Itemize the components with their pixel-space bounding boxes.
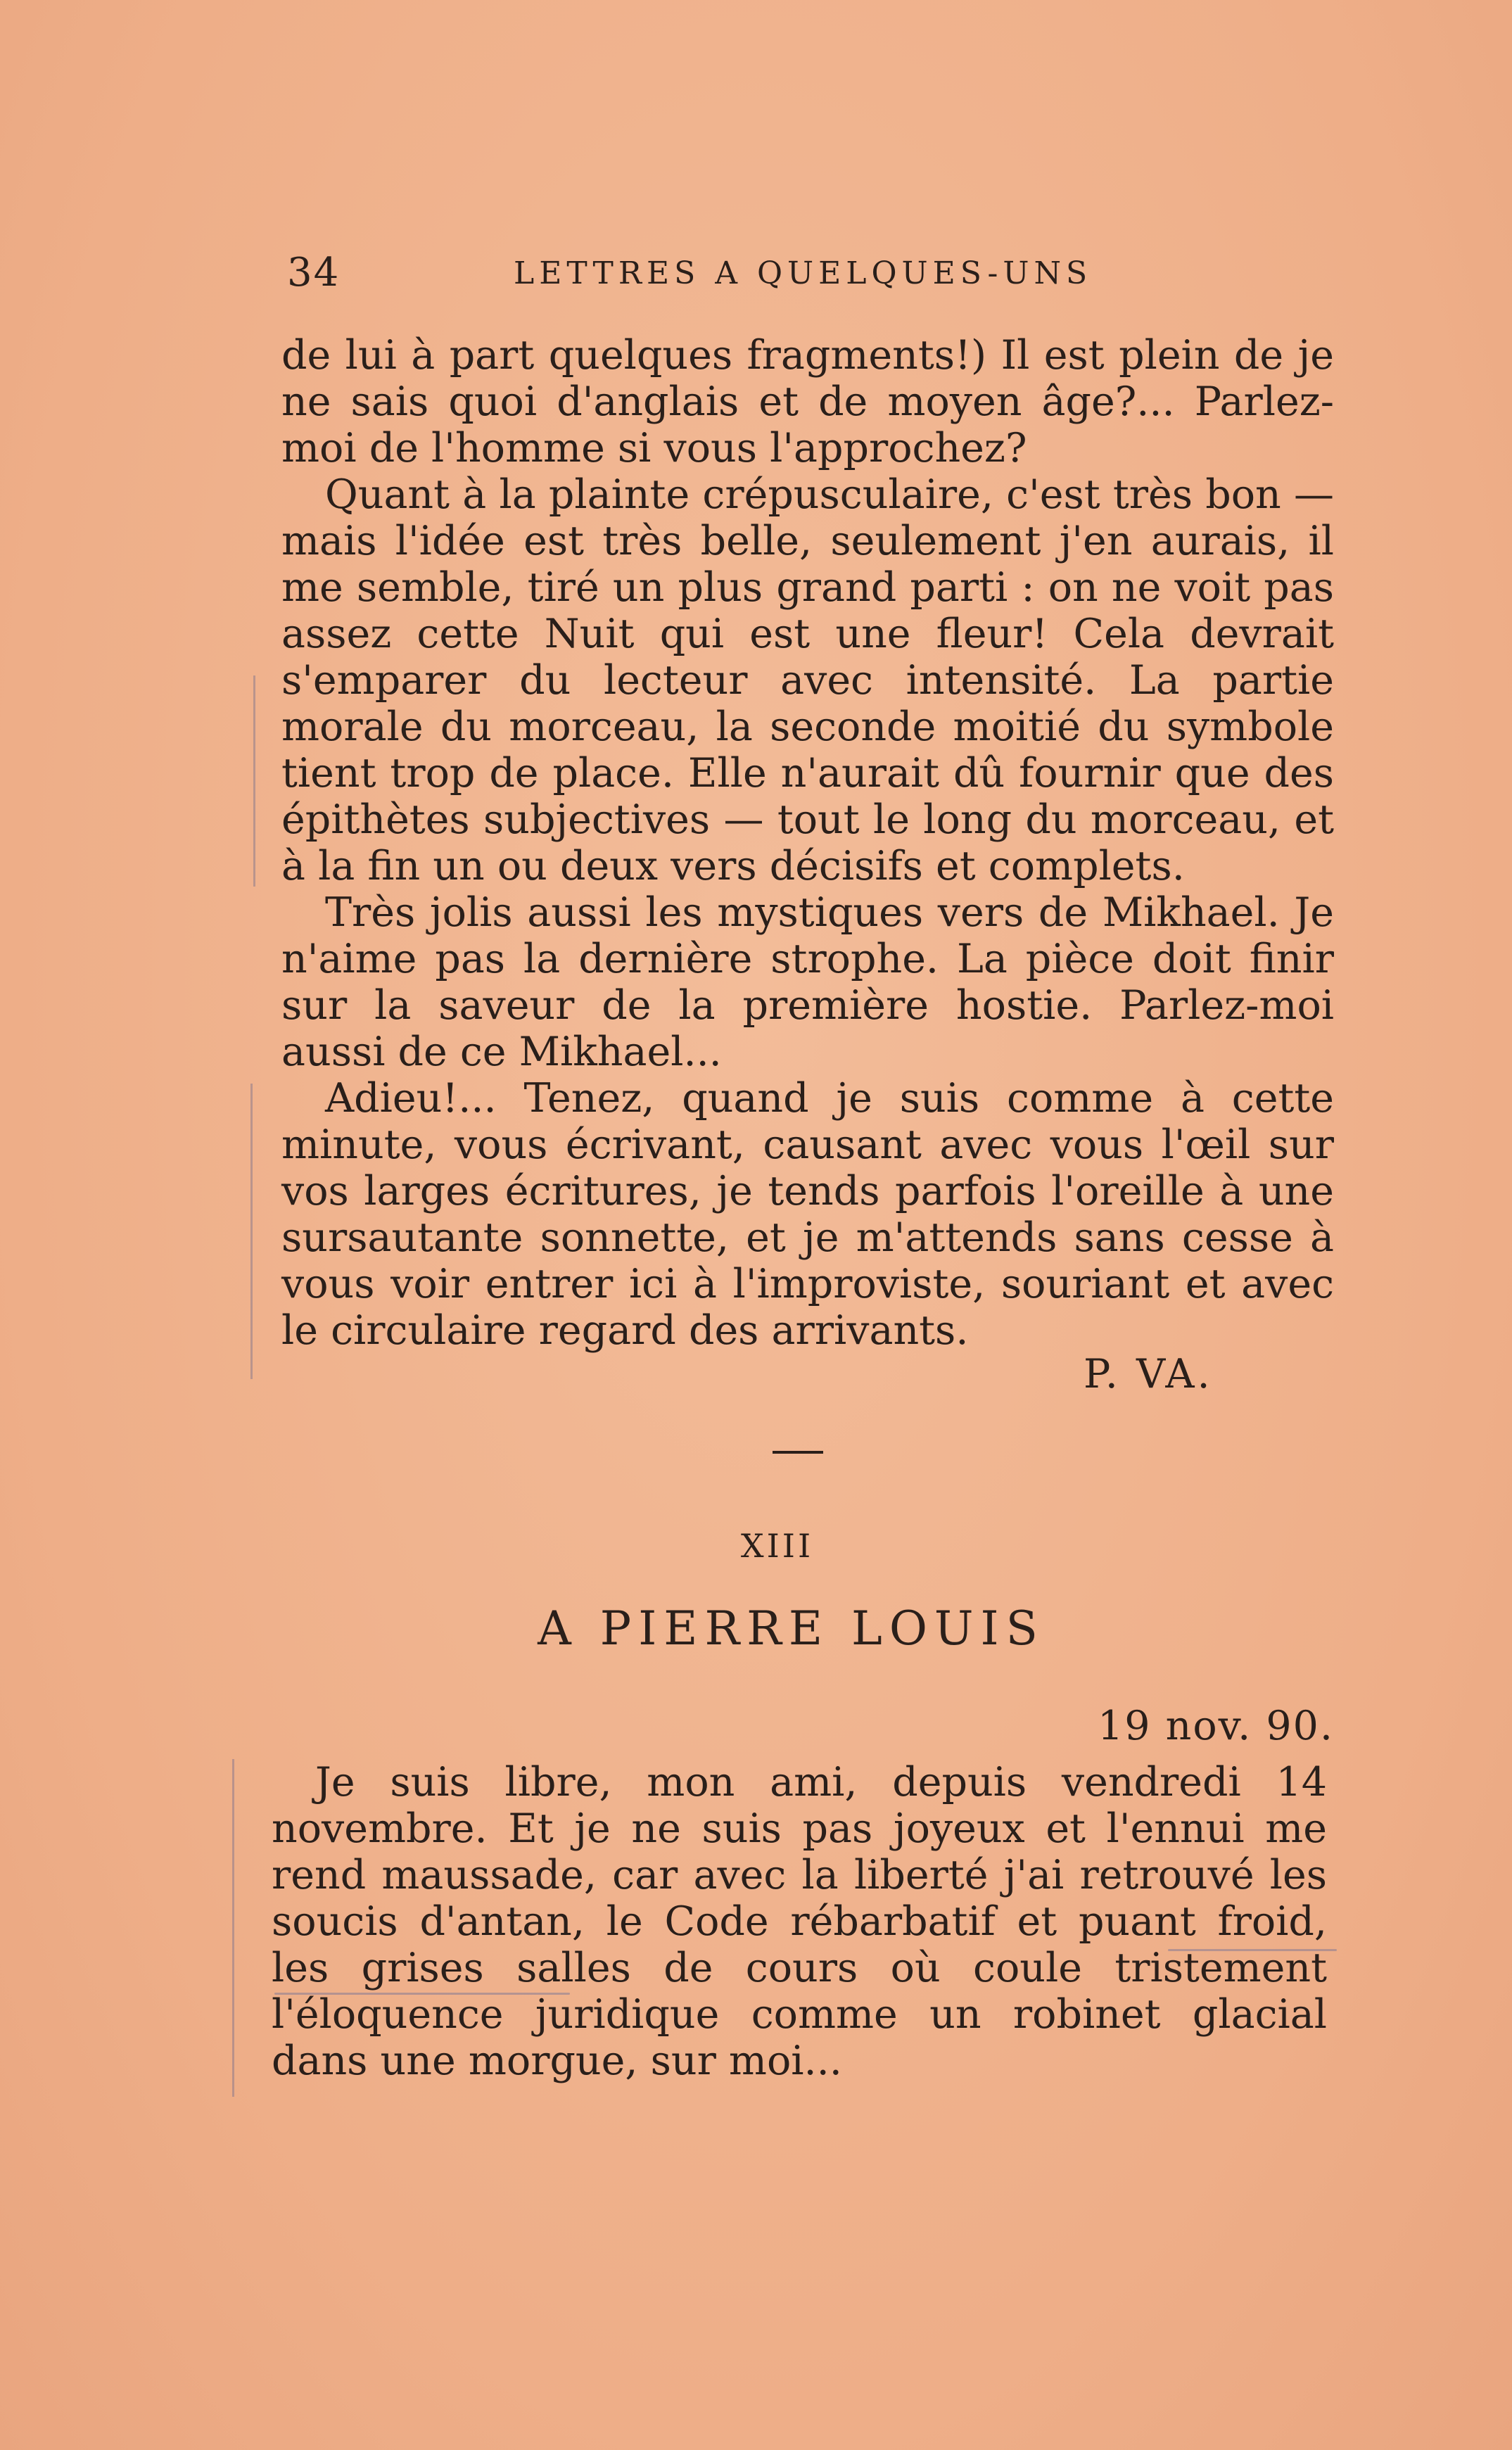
paragraph: Adieu!... Tenez, quand je suis comme à cette minute, vous écrivant, causant avec vous l'œil sur vos larges écritures, je tends parfois l'oreille à une sursautante sonnette, et je m'attends sans cesse à vous voir entrer ici à l'improviste, souriant et avec le circulaire regard des arrivants. bbox=[281, 1075, 1334, 1354]
section-separator bbox=[773, 1451, 823, 1454]
paragraph: Quant à la plainte crépusculaire, c'est très bon — mais l'idée est très belle, seulement j'en aurais, il me semble, tiré un plus grand parti : on ne voit pas assez cette Nuit qui est une fleur! Cela devrait s'emparer du lecteur avec intensité. La partie morale du morceau, la seconde moitié du symbole tient trop de place. Elle n'aurait dû fournir que des épithètes subjectives — tout le long du morceau, et à la fin un ou deux vers décisifs et complets. bbox=[281, 471, 1334, 889]
letter-body-new bbox=[272, 1759, 1327, 2084]
signature: P. VA. bbox=[1084, 1351, 1213, 1397]
pencil-margin-mark bbox=[253, 675, 255, 887]
pencil-margin-mark bbox=[232, 1759, 234, 2097]
pencil-margin-mark bbox=[250, 1084, 253, 1379]
letter-body bbox=[281, 332, 1334, 1354]
running-title: LETTRES A QUELQUES-UNS bbox=[514, 255, 1093, 291]
section-title: A PIERRE LOUIS bbox=[538, 1601, 1045, 1656]
paragraph: de lui à part quelques fragments!) Il est plein de je ne sais quoi d'anglais et de moyen âge?... Parlez-moi de l'homme si vous l'approchez? bbox=[281, 332, 1334, 471]
paragraph: Très jolis aussi les mystiques vers de Mikhael. Je n'aime pas la dernière strophe. La pièce doit finir sur la saveur de la première hostie. Parlez-moi aussi de ce Mikhael... bbox=[281, 889, 1334, 1075]
section-number: XIII bbox=[740, 1527, 814, 1565]
letter-date: 19 nov. 90. bbox=[1098, 1703, 1335, 1749]
page-number: 34 bbox=[287, 250, 341, 296]
pencil-underline bbox=[274, 1993, 570, 1995]
paragraph: Je suis libre, mon ami, depuis vendredi 14 novembre. Et je ne suis pas joyeux et l'ennui me rend maussade, car avec la liberté j'ai retrouvé les soucis d'antan, le Code rébarbatif et puant froid, les grises salles de cours où coule tristement l'éloquence juridique comme un robinet glacial dans une morgue, sur moi... bbox=[272, 1759, 1327, 2084]
page-header bbox=[287, 250, 1131, 306]
pencil-underline bbox=[1168, 1949, 1337, 1951]
